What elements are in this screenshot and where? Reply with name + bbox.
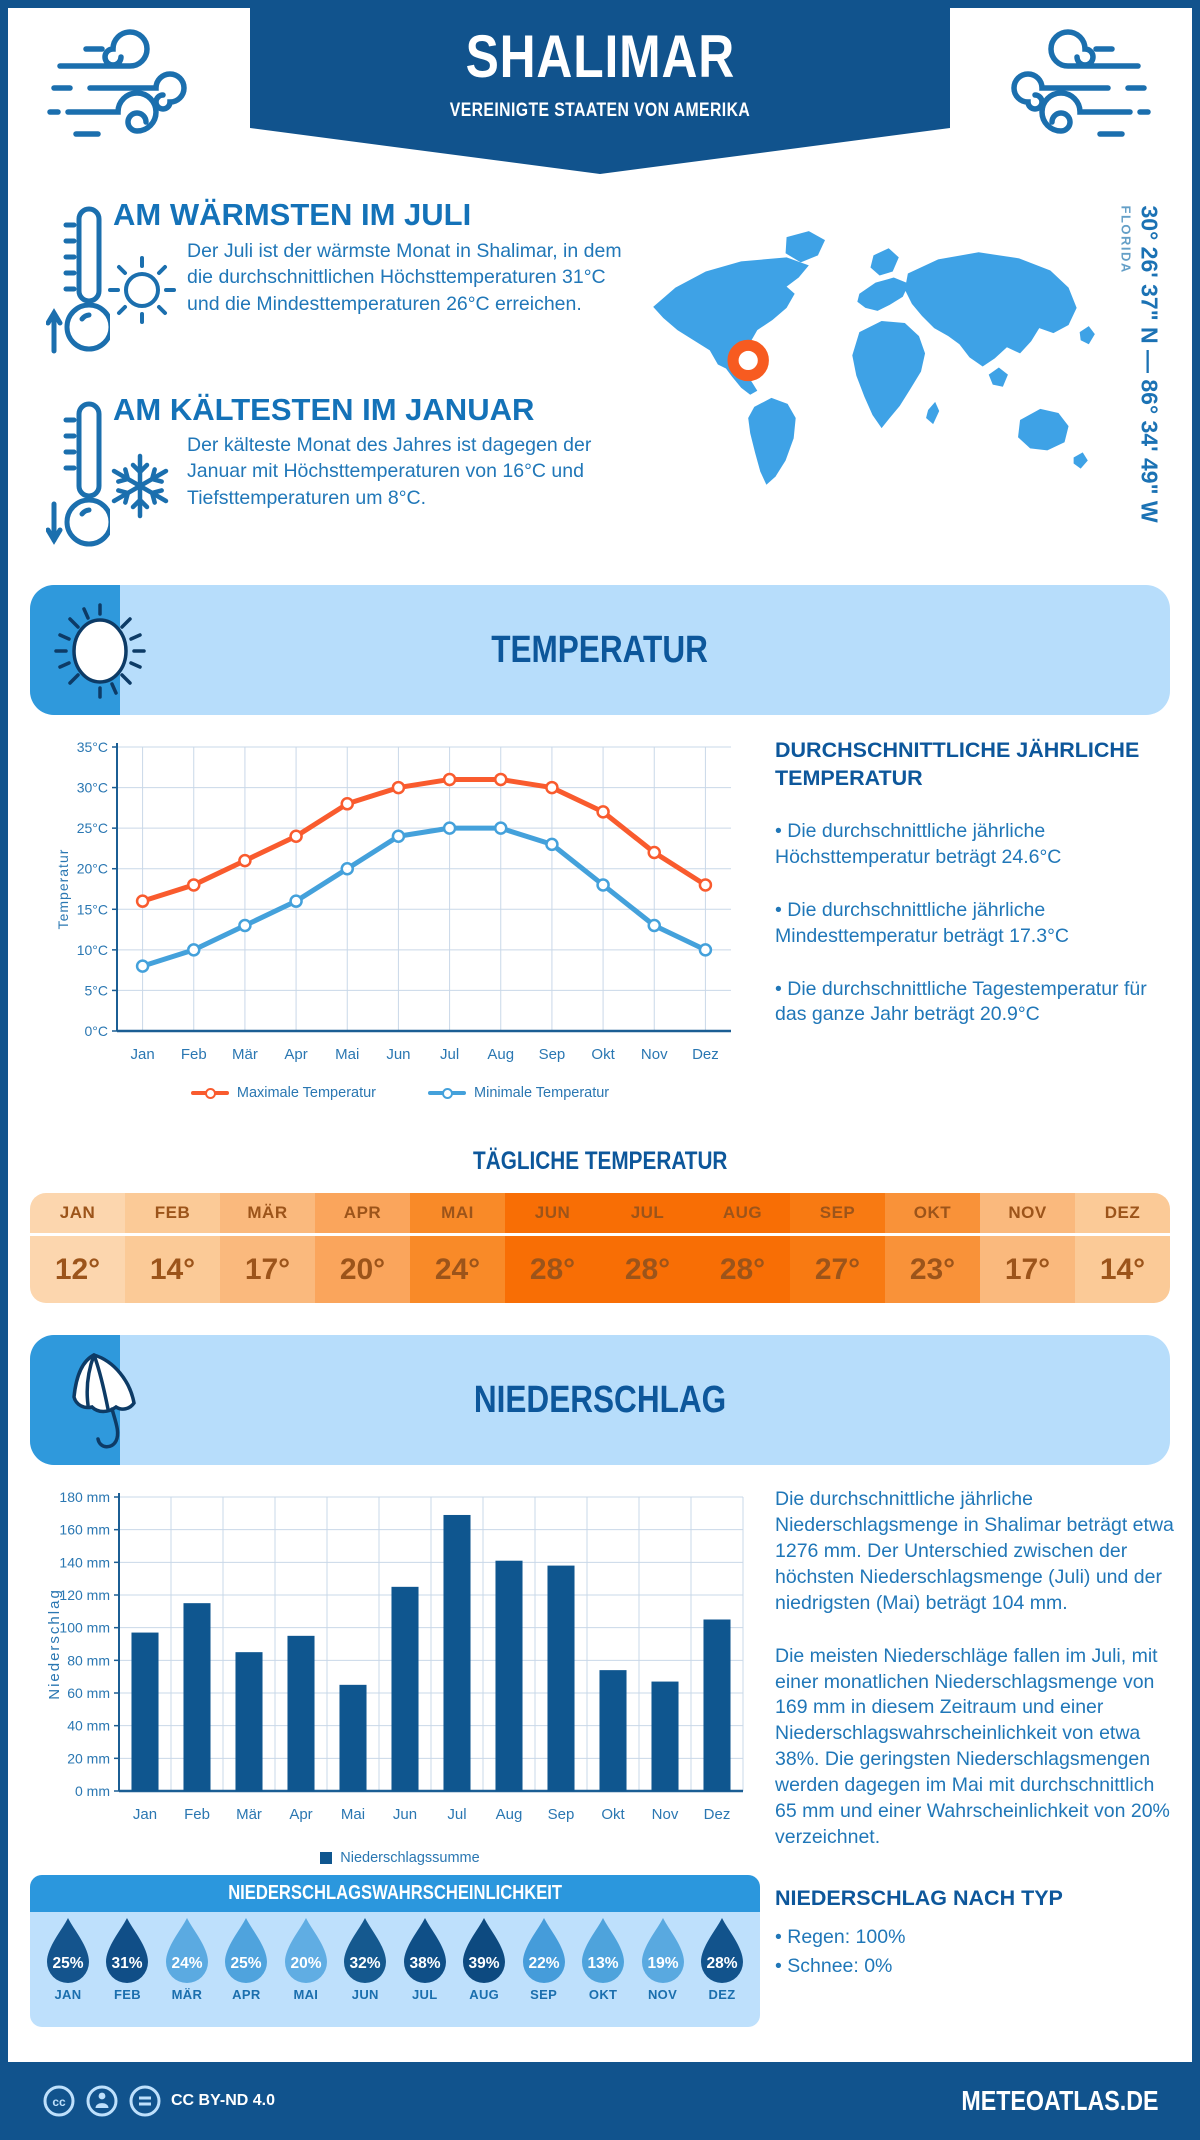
probability-droplet-mai (278, 1916, 334, 2002)
raindrop-icon (697, 1916, 747, 1986)
legend-label-max: Maximale Temperatur (236, 1085, 377, 1101)
table-column-feb (125, 1193, 220, 1303)
raindrop-icon (400, 1916, 450, 1986)
svg-text:24%: 24% (171, 1955, 203, 1972)
probability-droplet-apr (218, 1916, 274, 2002)
svg-text:10°C: 10°C (76, 941, 108, 958)
table-month-label: JUL (600, 1193, 695, 1236)
precipitation-chart-legend (45, 1850, 755, 1866)
droplet-month-label: MÄR (171, 1987, 203, 2002)
svg-text:20 mm: 20 mm (67, 1750, 110, 1767)
wind-icon (972, 24, 1152, 156)
table-column-aug (695, 1193, 790, 1303)
svg-text:Aug: Aug (487, 1046, 515, 1063)
table-column-dez (1075, 1193, 1170, 1303)
daily-temperature-table (30, 1193, 1170, 1303)
droplet-month-label: JUL (411, 1987, 438, 2002)
legend-square (320, 1852, 332, 1864)
svg-text:28%: 28% (706, 1955, 738, 1972)
wind-icon (46, 24, 226, 156)
svg-text:20%: 20% (290, 1955, 322, 1972)
svg-text:120 mm: 120 mm (59, 1587, 110, 1603)
svg-text:Jul: Jul (447, 1806, 467, 1823)
table-temperature-value: 28° (505, 1236, 600, 1303)
svg-text:Okt: Okt (601, 1806, 625, 1823)
table-temperature-value: 20° (315, 1236, 410, 1303)
droplet-month-label: SEP (530, 1987, 558, 2002)
raindrop-icon (340, 1916, 390, 1986)
svg-text:Dez: Dez (703, 1806, 731, 1823)
svg-text:Jun: Jun (392, 1806, 418, 1823)
svg-text:38%: 38% (409, 1955, 441, 1972)
coordinates-text: 30° 26' 37" N — 86° 34' 49" W (1136, 205, 1163, 523)
svg-text:Nov: Nov (640, 1046, 668, 1063)
raindrop-icon (281, 1916, 331, 1986)
svg-text:32%: 32% (349, 1955, 381, 1972)
table-column-jun (505, 1193, 600, 1303)
table-month-label: JUN (505, 1193, 600, 1236)
svg-text:160 mm: 160 mm (59, 1521, 110, 1538)
thermometer-up-icon (46, 203, 110, 363)
svg-text:Mai: Mai (335, 1046, 360, 1063)
svg-text:Feb: Feb (184, 1806, 210, 1823)
location-marker (733, 345, 763, 375)
svg-text:Aug: Aug (495, 1806, 523, 1823)
legend-label-min: Minimale Temperatur (474, 1085, 610, 1101)
probability-droplet-okt (575, 1916, 631, 2002)
page-subtitle: VEREINIGTE STAATEN VON AMERIKA (449, 100, 751, 121)
svg-text:Feb: Feb (180, 1046, 207, 1063)
droplet-month-label: AUG (469, 1987, 500, 2002)
cc-icon (42, 2084, 76, 2118)
raindrop-icon (102, 1916, 152, 1986)
table-column-sep (790, 1193, 885, 1303)
probability-droplet-jul (397, 1916, 453, 2002)
precipitation-by-type-heading: NIEDERSCHLAG NACH TYP (775, 1885, 1063, 1910)
table-column-jan (30, 1193, 125, 1303)
droplet-month-label: NOV (647, 1987, 678, 2002)
raindrop-icon (519, 1916, 569, 1986)
table-month-label: SEP (790, 1193, 885, 1236)
coldest-text: Der kälteste Monat des Jahres ist dagegen der Januar mit Höchsttemperaturen von 16°C und Tiefsttemperaturen um 8°C. (187, 434, 592, 509)
droplet-month-label: DEZ (708, 1987, 736, 2002)
svg-text:25°C: 25°C (76, 820, 108, 837)
table-month-label: MÄR (220, 1193, 315, 1236)
table-month-label: AUG (695, 1193, 790, 1236)
daily-temperature-title: TÄGLICHE TEMPERATUR (472, 1147, 728, 1175)
page-border-left (0, 0, 8, 2140)
world-map (635, 195, 1110, 540)
svg-text:39%: 39% (468, 1955, 500, 1972)
precipitation-text-column (775, 1487, 1175, 1981)
svg-text:22%: 22% (528, 1955, 560, 1972)
page-border-right (1192, 0, 1200, 2140)
svg-text:0°C: 0°C (84, 1023, 108, 1039)
svg-text:Sep: Sep (538, 1046, 566, 1063)
raindrop-icon (578, 1916, 628, 1986)
raindrop-icon (221, 1916, 271, 1986)
precipitation-bar-chart (45, 1483, 755, 1843)
site-name: METEOATLAS.DE (960, 2085, 1158, 2116)
annual-bullet-3: • Die durchschnittliche Tagestemperatur für das ganze Jahr beträgt 20.9°C (775, 977, 1147, 1026)
svg-text:100 mm: 100 mm (59, 1619, 110, 1636)
license-text: CC BY-ND 4.0 (171, 2092, 276, 2109)
raindrop-icon (459, 1916, 509, 1986)
droplet-month-label: FEB (114, 1987, 141, 2002)
svg-text:80 mm: 80 mm (67, 1652, 110, 1669)
droplet-month-label: MAI (293, 1987, 319, 2002)
annual-bullet-1: • Die durchschnittliche jährliche Höchsttemperatur beträgt 24.6°C (775, 819, 1062, 868)
svg-text:Temperatur: Temperatur (55, 848, 71, 930)
probability-droplet-aug (456, 1916, 512, 2002)
table-temperature-value: 17° (980, 1236, 1075, 1303)
footer-bar (0, 2062, 1200, 2140)
table-temperature-value: 14° (1075, 1236, 1170, 1303)
table-temperature-value: 14° (125, 1236, 220, 1303)
droplet-month-label: APR (232, 1987, 261, 2002)
svg-text:20°C: 20°C (76, 860, 108, 877)
table-temperature-value: 12° (30, 1236, 125, 1303)
probability-droplet-sep (516, 1916, 572, 2002)
svg-text:Jan: Jan (132, 1806, 158, 1823)
precipitation-paragraph-2: Die meisten Niederschläge fallen im Juli, mit einer monatlichen Niederschlagsmenge von 169 mm in diesem Zeitraum und einer Niederschlagswahrscheinlichkeit von etwa 38%. Die geringsten Niederschlagsmengen werden dagegen im Mai mit durchschnittlich 65 mm und einer Wahrscheinlichkeit von 20% verzeichnet. (775, 1644, 1170, 1849)
precipitation-banner (30, 1335, 1170, 1465)
probability-panel-title: NIEDERSCHLAGSWAHRSCHEINLICHKEIT (30, 1875, 760, 1912)
svg-text:30°C: 30°C (76, 779, 108, 796)
svg-text:0 mm: 0 mm (75, 1783, 110, 1799)
droplet-month-label: JAN (54, 1987, 82, 2002)
table-month-label: FEB (125, 1193, 220, 1236)
probability-droplet-nov (635, 1916, 691, 2002)
svg-text:140 mm: 140 mm (59, 1554, 110, 1571)
svg-text:35°C: 35°C (76, 739, 108, 755)
header-banner-chevron (250, 128, 950, 174)
svg-text:Niederschlag: Niederschlag (46, 1588, 63, 1700)
annual-temperature-heading: DURCHSCHNITTLICHE JÄHRLICHE TEMPERATUR (775, 738, 1140, 790)
svg-text:Mär: Mär (231, 1046, 258, 1063)
table-temperature-value: 23° (885, 1236, 980, 1303)
svg-text:25%: 25% (52, 1955, 84, 1972)
svg-text:Mär: Mär (236, 1806, 262, 1823)
temperature-line-chart (55, 733, 745, 1083)
svg-text:Jan: Jan (130, 1046, 155, 1063)
table-column-mai (410, 1193, 505, 1303)
table-month-label: APR (315, 1193, 410, 1236)
svg-text:31%: 31% (111, 1955, 143, 1972)
coldest-heading: AM KÄLTESTEN IM JANUAR (113, 392, 535, 427)
legend-item-max (191, 1085, 376, 1101)
person-icon (85, 2084, 119, 2118)
table-column-apr (315, 1193, 410, 1303)
svg-text:Jun: Jun (386, 1046, 411, 1063)
svg-text:Apr: Apr (289, 1806, 313, 1823)
svg-text:Dez: Dez (692, 1046, 719, 1063)
snowflake-icon (100, 446, 180, 526)
table-month-label: NOV (980, 1193, 1075, 1236)
by-type-rain: • Regen: 100% (775, 1925, 906, 1948)
legend-item-min (428, 1085, 609, 1101)
page-title: SHALIMAR (465, 23, 735, 90)
svg-text:19%: 19% (647, 1955, 679, 1972)
probability-droplet-feb (99, 1916, 155, 2002)
svg-text:Okt: Okt (591, 1046, 615, 1063)
table-month-label: OKT (885, 1193, 980, 1236)
table-month-label: DEZ (1075, 1193, 1170, 1236)
svg-text:cc: cc (52, 2095, 66, 2109)
table-column-jul (600, 1193, 695, 1303)
svg-text:40 mm: 40 mm (67, 1717, 110, 1734)
table-temperature-value: 24° (410, 1236, 505, 1303)
warmest-text: Der Juli ist der wärmste Monat in Shalimar, in dem die durchschnittlichen Höchsttemperaturen 31°C und die Mindesttemperaturen 26°C erreichen. (187, 240, 622, 315)
svg-text:Apr: Apr (284, 1046, 308, 1063)
svg-text:15°C: 15°C (76, 901, 108, 918)
annual-temperature-column (775, 737, 1175, 1055)
probability-droplet-jan (40, 1916, 96, 2002)
temperature-section-title: TEMPERATUR (491, 628, 709, 671)
legend-line-max (191, 1091, 229, 1095)
by-type-snow: • Schnee: 0% (775, 1955, 893, 1978)
table-column-nov (980, 1193, 1075, 1303)
table-month-label: JAN (30, 1193, 125, 1236)
map-coordinates (1119, 206, 1163, 551)
droplet-month-label: JUN (351, 1987, 379, 2002)
legend-line-min (428, 1091, 466, 1095)
table-column-okt (885, 1193, 980, 1303)
nd-icon (128, 2084, 162, 2118)
table-temperature-value: 28° (695, 1236, 790, 1303)
table-temperature-value: 27° (790, 1236, 885, 1303)
license-block (42, 2084, 275, 2118)
svg-text:5°C: 5°C (84, 982, 108, 999)
probability-droplet-mär (159, 1916, 215, 2002)
svg-text:Mai: Mai (340, 1806, 366, 1823)
legend-label-sum: Niederschlagssumme (340, 1850, 480, 1866)
svg-text:60 mm: 60 mm (67, 1685, 110, 1701)
warmest-heading: AM WÄRMSTEN IM JULI (113, 197, 472, 232)
droplet-month-label: OKT (588, 1987, 618, 2002)
precipitation-paragraph-1: Die durchschnittliche jährliche Niederschlagsmenge in Shalimar beträgt etwa 1276 mm. Der Unterschied zwischen der höchsten Niederschlagsmenge (Juli) und der niedrigsten (Mai) beträgt 104 mm. (775, 1488, 1174, 1614)
probability-droplet-jun (337, 1916, 393, 2002)
svg-text:Nov: Nov (651, 1806, 679, 1823)
svg-text:Jul: Jul (439, 1046, 460, 1063)
sun-icon (104, 252, 180, 328)
svg-text:25%: 25% (230, 1955, 262, 1972)
annual-bullet-2: • Die durchschnittliche jährliche Mindesttemperatur beträgt 17.3°C (775, 898, 1069, 947)
precipitation-probability-panel (30, 1875, 760, 2027)
raindrop-icon (43, 1916, 93, 1986)
raindrop-icon (638, 1916, 688, 1986)
table-temperature-value: 17° (220, 1236, 315, 1303)
region-label: FLORIDA (1118, 205, 1134, 274)
legend-item-sum (320, 1850, 479, 1866)
probability-droplets-row (30, 1912, 760, 2002)
temperature-banner (30, 585, 1170, 715)
raindrop-icon (162, 1916, 212, 1986)
probability-droplet-dez (694, 1916, 750, 2002)
svg-text:Sep: Sep (547, 1806, 575, 1823)
svg-text:13%: 13% (587, 1955, 619, 1972)
table-column-mär (220, 1193, 315, 1303)
precipitation-section-title: NIEDERSCHLAG (473, 1378, 727, 1421)
svg-text:180 mm: 180 mm (59, 1489, 110, 1505)
table-temperature-value: 28° (600, 1236, 695, 1303)
table-month-label: MAI (410, 1193, 505, 1236)
temperature-chart-legend (55, 1085, 745, 1101)
